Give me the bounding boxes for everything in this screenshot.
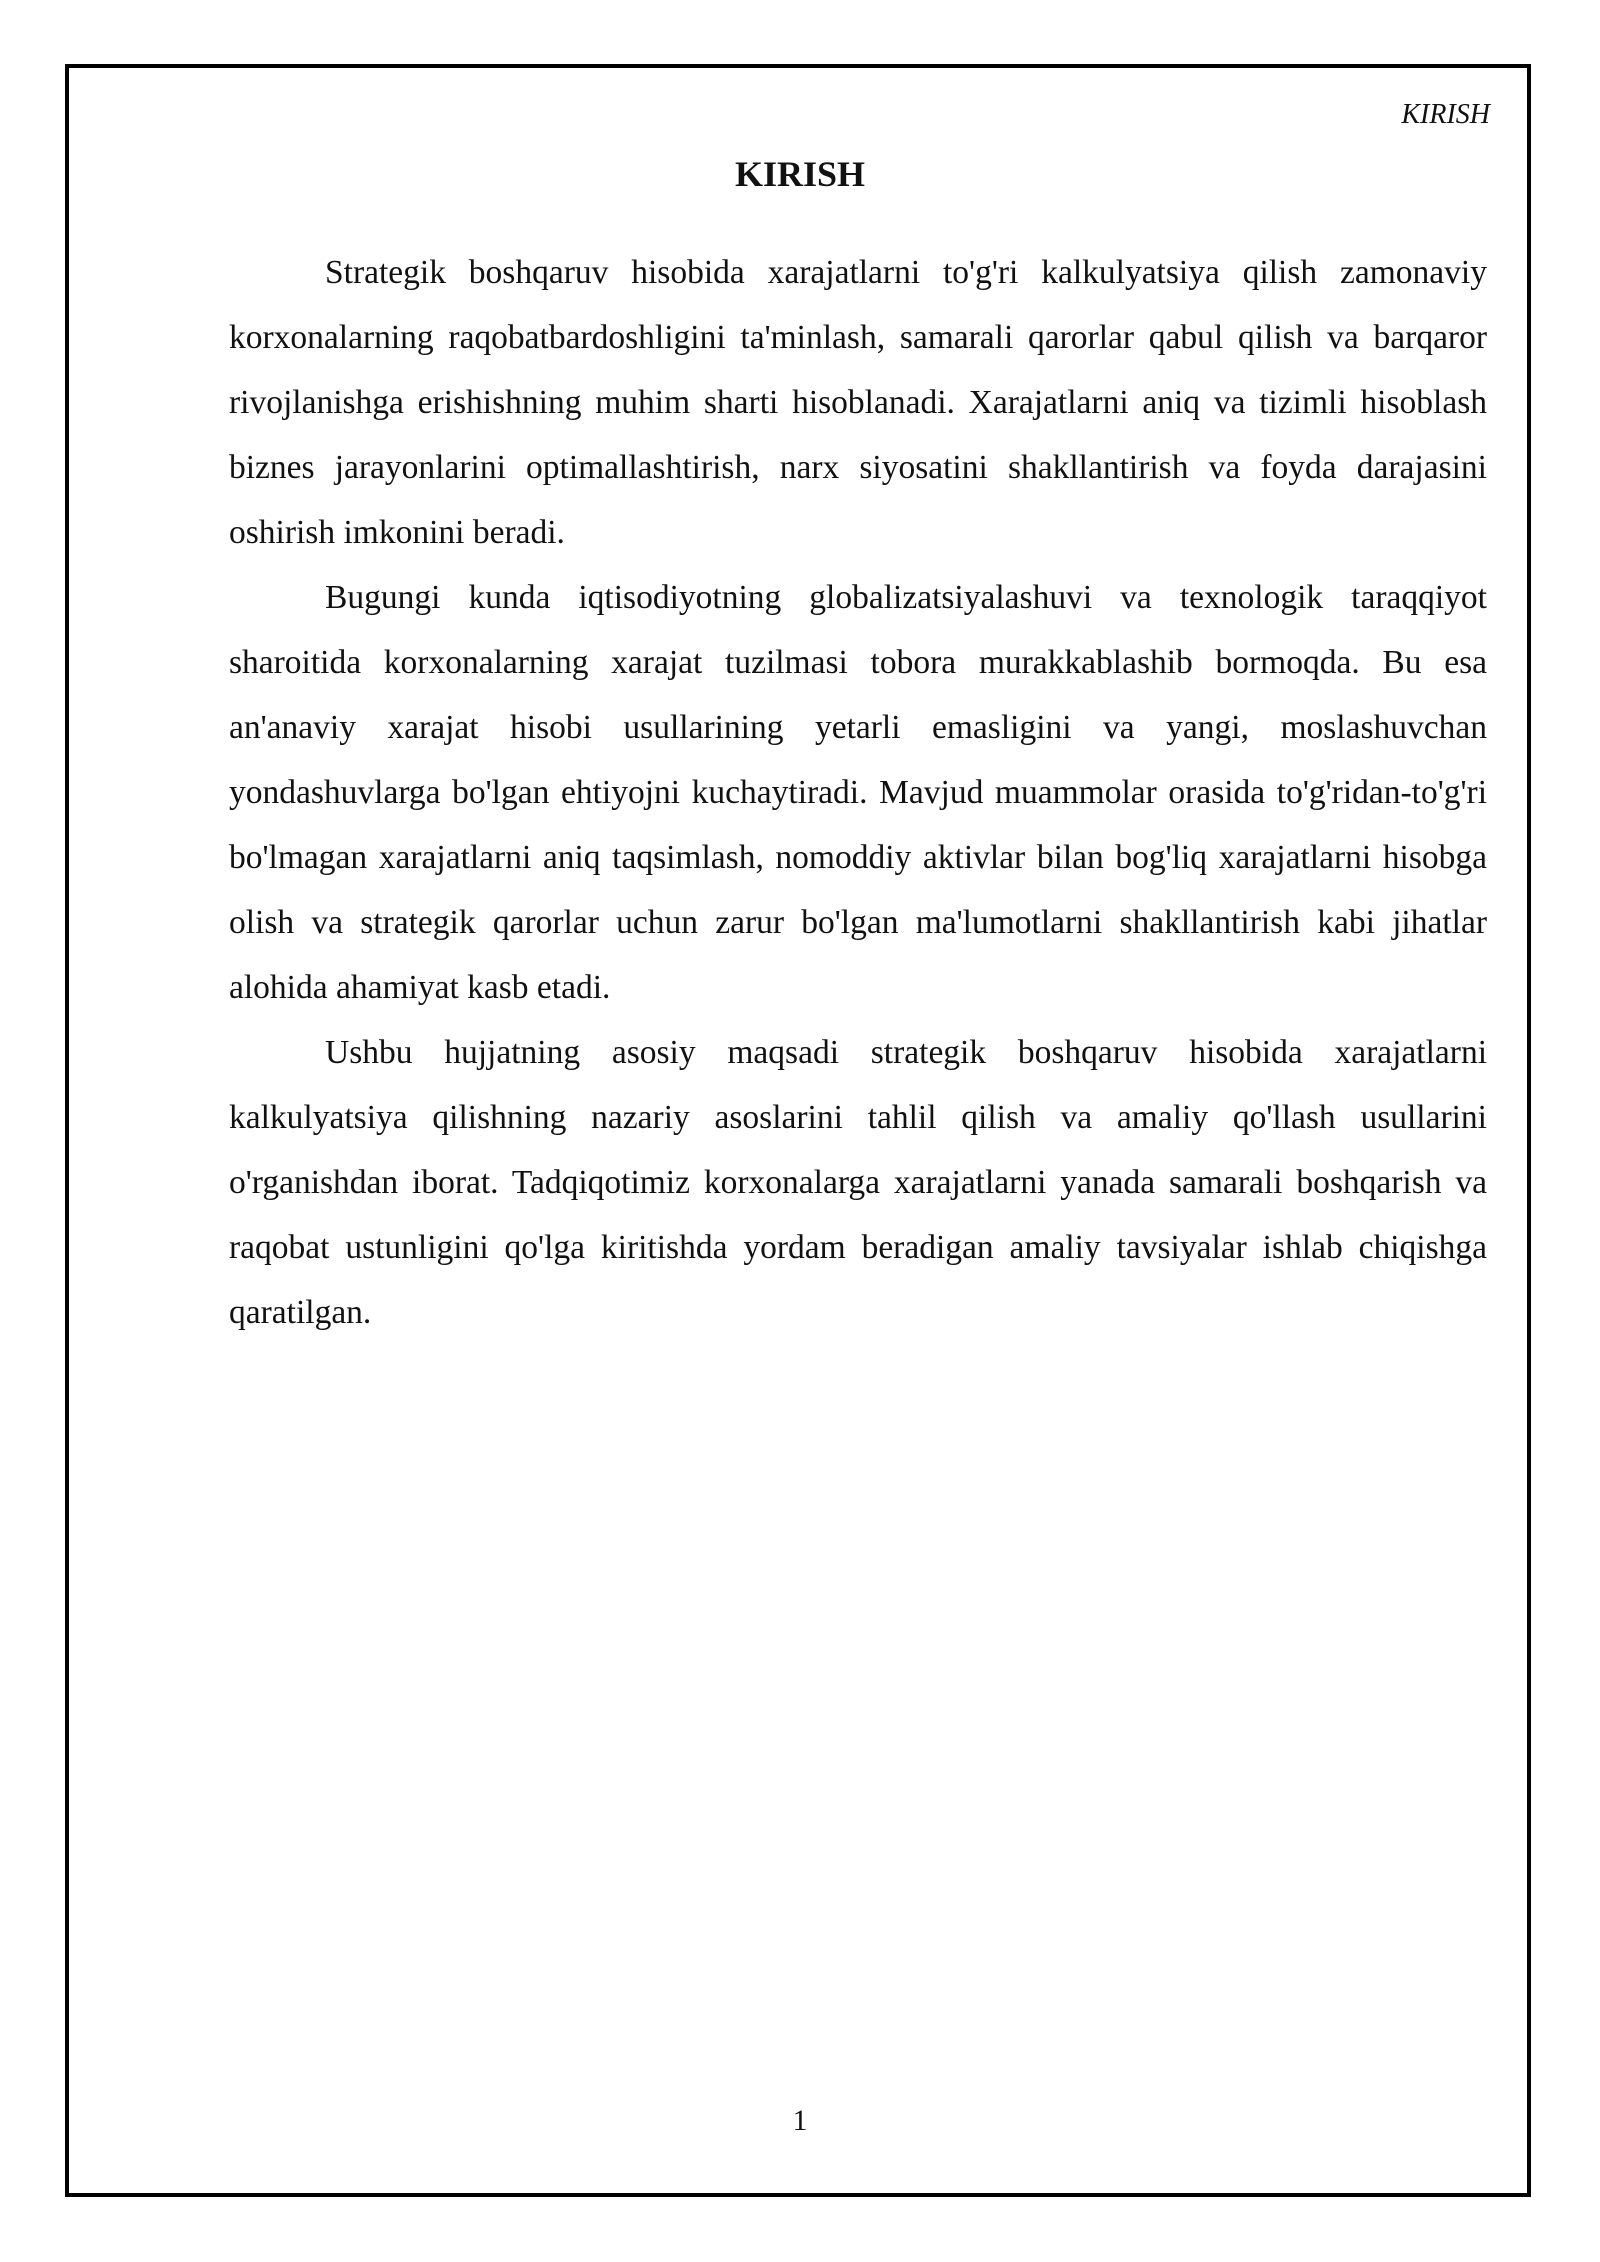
page-number: 1: [792, 2104, 808, 2137]
paragraph-2: Bugungi kunda iqtisodiyotning globalizatsiyalashuvi va texnologik taraqqiyot sharoitida korxonalarning xarajat tuzilmasi tobora murakkablashib bormoqda. Bu esa an'anaviy xarajat hisobi usullarining yetarli emasligini va yangi, moslashuvchan yondashuvlarga bo'lgan ehtiyojni kuchaytiradi. Mavjud muammolar orasida to'g'ridan-to'g'ri bo'lmagan xarajatlarni aniq taqsimlash, nomoddiy aktivlar bilan bog'liq xarajatlarni hisobga olish va strategik qarorlar uchun zarur bo'lgan ma'lumotlarni shakllantirish kabi jihatlar alohida ahamiyat kasb etadi.: [229, 579, 1487, 1006]
running-header: KIRISH: [1401, 99, 1490, 130]
document-body: [229, 240, 1487, 1345]
paragraph-1: Strategik boshqaruv hisobida xarajatlarni to'g'ri kalkulyatsiya qilish zamonaviy korxonalarning raqobatbardoshligini ta'minlash, samarali qarorlar qabul qilish va barqaror rivojlanishga erishishning muhim sharti hisoblanadi. Xarajatlarni aniq va tizimli hisoblash biznes jarayonlarini optimallashtirish, narx siyosatini shakllantirish va foyda darajasini oshirish imkonini beradi.: [229, 254, 1487, 551]
paragraph-3: Ushbu hujjatning asosiy maqsadi strategik boshqaruv hisobida xarajatlarni kalkulyatsiya qilishning nazariy asoslarini tahlil qilish va amaliy qo'llash usullarini o'rganishdan iborat. Tadqiqotimiz korxonalarga xarajatlarni yanada samarali boshqarish va raqobat ustunligini qo'lga kiritishda yordam beradigan amaliy tavsiyalar ishlab chiqishga qaratilgan.: [229, 1034, 1487, 1331]
document-title: KIRISH: [734, 154, 866, 194]
